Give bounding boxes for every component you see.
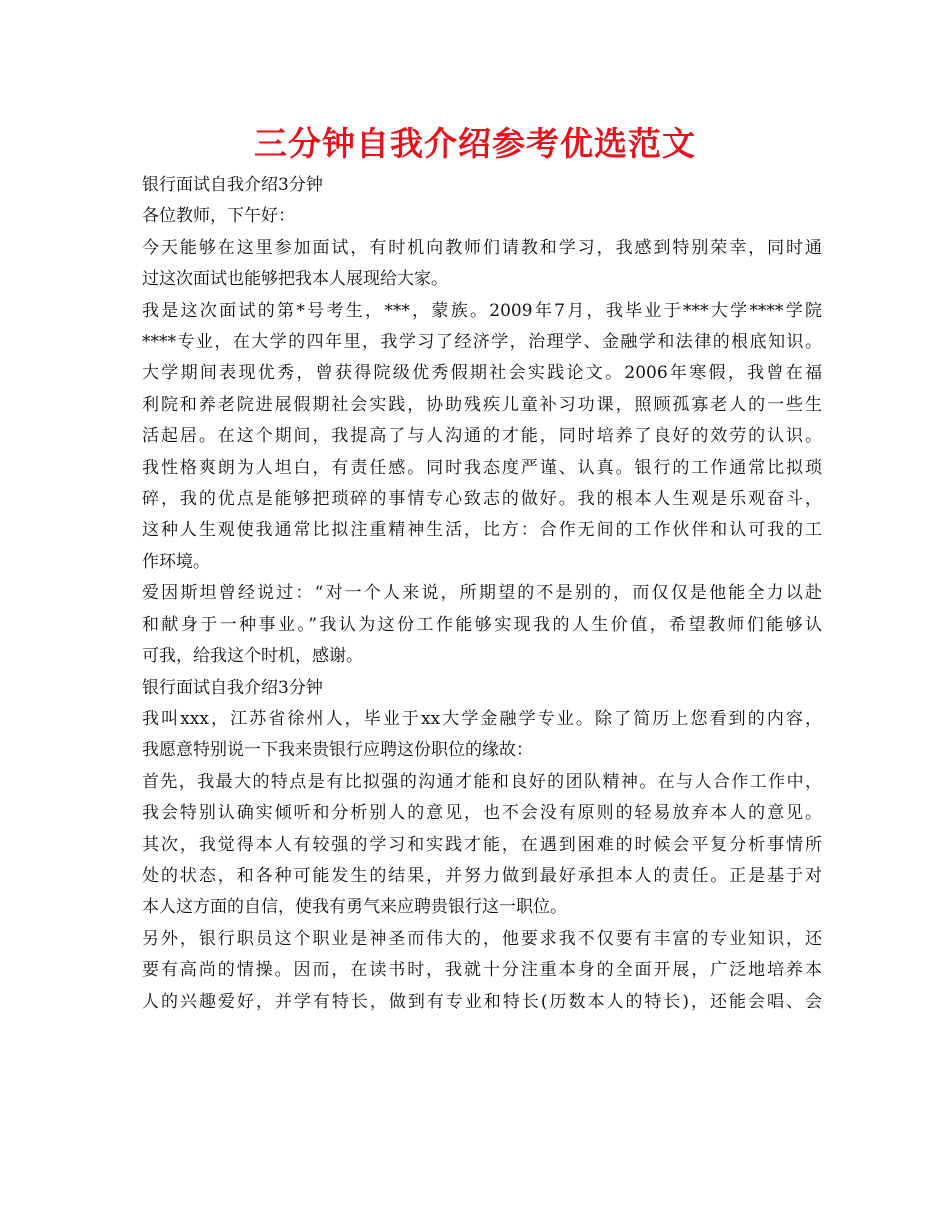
text-line: 另外，银行职员这个职业是神圣而伟大的，他要求我不仅要有丰富的专业知识，还 <box>142 928 822 949</box>
text-line: 人的兴趣爱好，并学有特长，做到有专业和特长(历数本人的特长)，还能会唱、会 <box>142 991 822 1012</box>
text-line: 要有高尚的情操。因而，在读书时，我就十分注重本身的全面开展，广泛地培养本 <box>142 960 822 981</box>
text-line: 可我，给我这个时机，感谢。 <box>142 646 363 667</box>
text-line: 大学期间表现优秀，曾获得院级优秀假期社会实践论文。2006年寒假，我曾在福 <box>142 363 822 384</box>
text-line: 首先，我最大的特点是有比拟强的沟通才能和良好的团队精神。在与人合作工作中， <box>142 771 822 792</box>
text-line: 其次，我觉得本人有较强的学习和实践才能，在遇到困难的时候会平复分析事情所 <box>142 834 822 855</box>
text-line: 过这次面试也能够把我本人展现给大家。 <box>142 269 448 290</box>
text-line: ****专业，在大学的四年里，我学习了经济学，治理学、金融学和法律的根底知识。 <box>142 332 822 353</box>
text-line: 今天能够在这里参加面试，有时机向教师们请教和学习，我感到特别荣幸，同时通 <box>142 237 822 258</box>
text-line: 我性格爽朗为人坦白，有责任感。同时我态度严谨、认真。银行的工作通常比拟琐 <box>142 457 822 478</box>
text-line: 本人这方面的自信，使我有勇气来应聘贵银行这一职位。 <box>142 897 567 918</box>
document-body <box>142 170 822 1018</box>
text-line: 碎，我的优点是能够把琐碎的事情专心致志的做好。我的根本人生观是乐观奋斗， <box>142 489 822 510</box>
text-line: 我是这次面试的第*号考生，***，蒙族。2009年7月，我毕业于***大学****学院 <box>142 300 822 321</box>
text-line: 银行面试自我介绍3分钟 <box>142 677 323 698</box>
text-line: 各位教师，下午好： <box>142 206 295 227</box>
text-line: 我会特别认确实倾听和分析别人的意见，也不会没有原则的轻易放弃本人的意见。 <box>142 803 822 824</box>
text-line: 我愿意特别说一下我来贵银行应聘这份职位的缘故： <box>142 740 533 761</box>
document-title: 三分钟自我介绍参考优选范文 <box>254 124 696 163</box>
text-line: 这种人生观使我通常比拟注重精神生活，比方：合作无间的工作伙伴和认可我的工 <box>142 520 822 541</box>
text-line: 利院和养老院进展假期社会实践，协助残疾儿童补习功课，照顾孤寡老人的一些生 <box>142 394 822 415</box>
text-line: 爱因斯坦曾经说过：“对一个人来说，所期望的不是别的，而仅仅是他能全力以赴 <box>142 583 822 604</box>
text-line: 银行面试自我介绍3分钟 <box>142 175 323 195</box>
text-line: 我叫xxx，江苏省徐州人，毕业于xx大学金融学专业。除了简历上您看到的内容， <box>142 708 822 729</box>
text-line: 和献身于一种事业。”我认为这份工作能够实现我的人生价值，希望教师们能够认 <box>142 614 822 635</box>
text-line: 活起居。在这个期间，我提高了与人沟通的才能，同时培养了良好的效劳的认识。 <box>142 426 822 447</box>
text-line: 处的状态，和各种可能发生的结果，并努力做到最好承担本人的责任。正是基于对 <box>142 865 822 886</box>
text-line: 作环境。 <box>142 551 210 572</box>
